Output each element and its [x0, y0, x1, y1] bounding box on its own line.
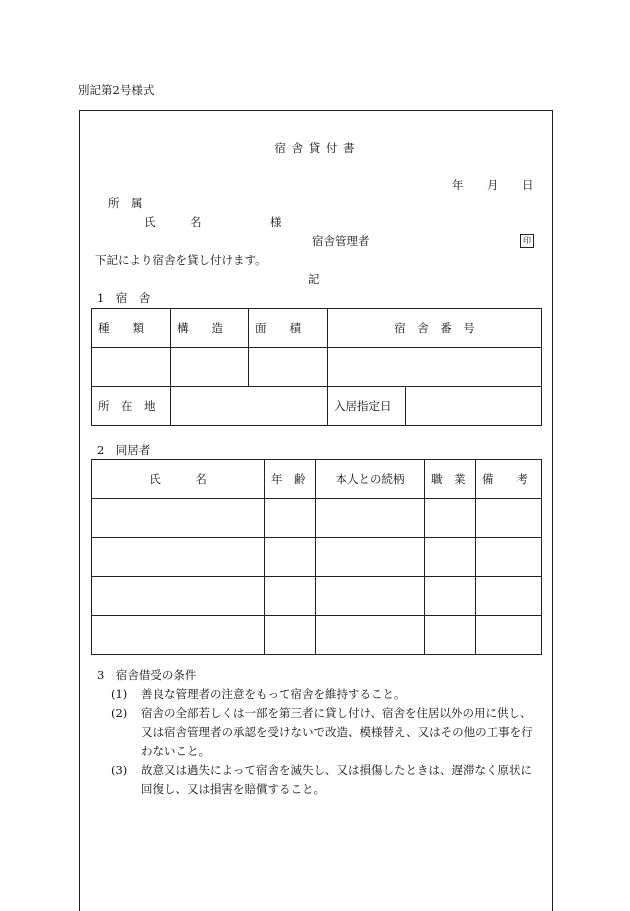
header-age-cell: [265, 460, 316, 499]
header-relation-cell: [316, 460, 425, 499]
condition-text: 故意又は過失によって宿舎を滅失し、又は損傷したときは、遅滞なく原状に回復し、又は損害を賠償すること。: [141, 763, 532, 796]
header-name-cell: [92, 460, 265, 499]
manager-label: 宿舎管理者: [312, 234, 370, 248]
location-value-cell: [171, 387, 328, 426]
cohabitant-row: [92, 499, 542, 538]
housing-header-row: [92, 309, 542, 348]
header-structure: 構 造: [177, 321, 223, 335]
condition-item: [95, 685, 547, 704]
condition-number: (3): [111, 763, 128, 777]
header-housing-number: 宿 舎 番 号: [394, 321, 475, 335]
condition-text: 宿舎の全部若しくは一部を第三者に貸し付け、宿舎を住居以外の用に供し、又は宿舎管理者の承認を受けないで改造、模様替え、又はその他の工事を行わないこと。: [141, 706, 533, 758]
seal-text: 印: [520, 234, 534, 248]
condition-item: [95, 761, 547, 799]
cohabitant-row: [92, 538, 542, 577]
move-in-label: 入居指定日: [334, 399, 392, 413]
cohabitant-row: [92, 577, 542, 616]
form-label: 別記第2号様式: [78, 83, 155, 97]
header-type-cell: [92, 309, 171, 348]
header-occupation-cell: [425, 460, 476, 499]
cohabitant-table: [91, 459, 542, 655]
location-row: [92, 387, 542, 426]
condition-item: [95, 704, 547, 761]
date-year-label: 年: [452, 178, 464, 192]
header-area: 面 積: [255, 321, 301, 335]
section1-heading: 1 宿 舎: [97, 291, 151, 305]
section2-heading: 2 同居者: [97, 443, 151, 457]
cohabitant-header-row: [92, 460, 542, 499]
location-label-cell: [92, 387, 171, 426]
header-remarks: 備 考: [482, 472, 528, 486]
conditions-section: [95, 666, 547, 799]
honorific-label: 様: [270, 215, 282, 229]
document-title: 宿 舎 貸 付 書: [274, 141, 356, 155]
housing-table: [91, 308, 542, 426]
housing-input-row: [92, 348, 542, 387]
ki-label: 記: [308, 272, 320, 286]
header-age: 年 齢: [271, 472, 306, 486]
name-label: 氏 名: [144, 215, 202, 229]
section3-heading: 3 宿舎借受の条件: [97, 668, 197, 682]
structure-cell: [171, 348, 249, 387]
condition-number: (1): [111, 687, 128, 701]
move-in-label-cell: [328, 387, 406, 426]
location-label: 所 在 地: [98, 399, 156, 413]
housing-number-cell: [328, 348, 542, 387]
header-relation: 本人との続柄: [335, 472, 405, 486]
cohabitant-row: [92, 616, 542, 655]
header-occupation: 職 業: [431, 472, 466, 486]
header-number-cell: [328, 309, 542, 348]
move-in-value-cell: [406, 387, 542, 426]
area-cell: [249, 348, 328, 387]
header-area-cell: [249, 309, 328, 348]
intro-text: 下記により宿舎を貸し付けます。: [95, 253, 267, 267]
header-remarks-cell: [476, 460, 542, 499]
condition-number: (2): [111, 706, 128, 720]
header-type: 種 類: [98, 321, 144, 335]
type-cell: [92, 348, 171, 387]
seal-icon: [520, 232, 534, 248]
affiliation-label: 所 属: [108, 196, 143, 210]
date-day-label: 日: [522, 178, 534, 192]
header-structure-cell: [171, 309, 249, 348]
condition-text: 善良な管理者の注意をもって宿舎を維持すること。: [141, 687, 406, 701]
date-month-label: 月: [487, 178, 499, 192]
header-name: 氏 名: [149, 472, 207, 486]
